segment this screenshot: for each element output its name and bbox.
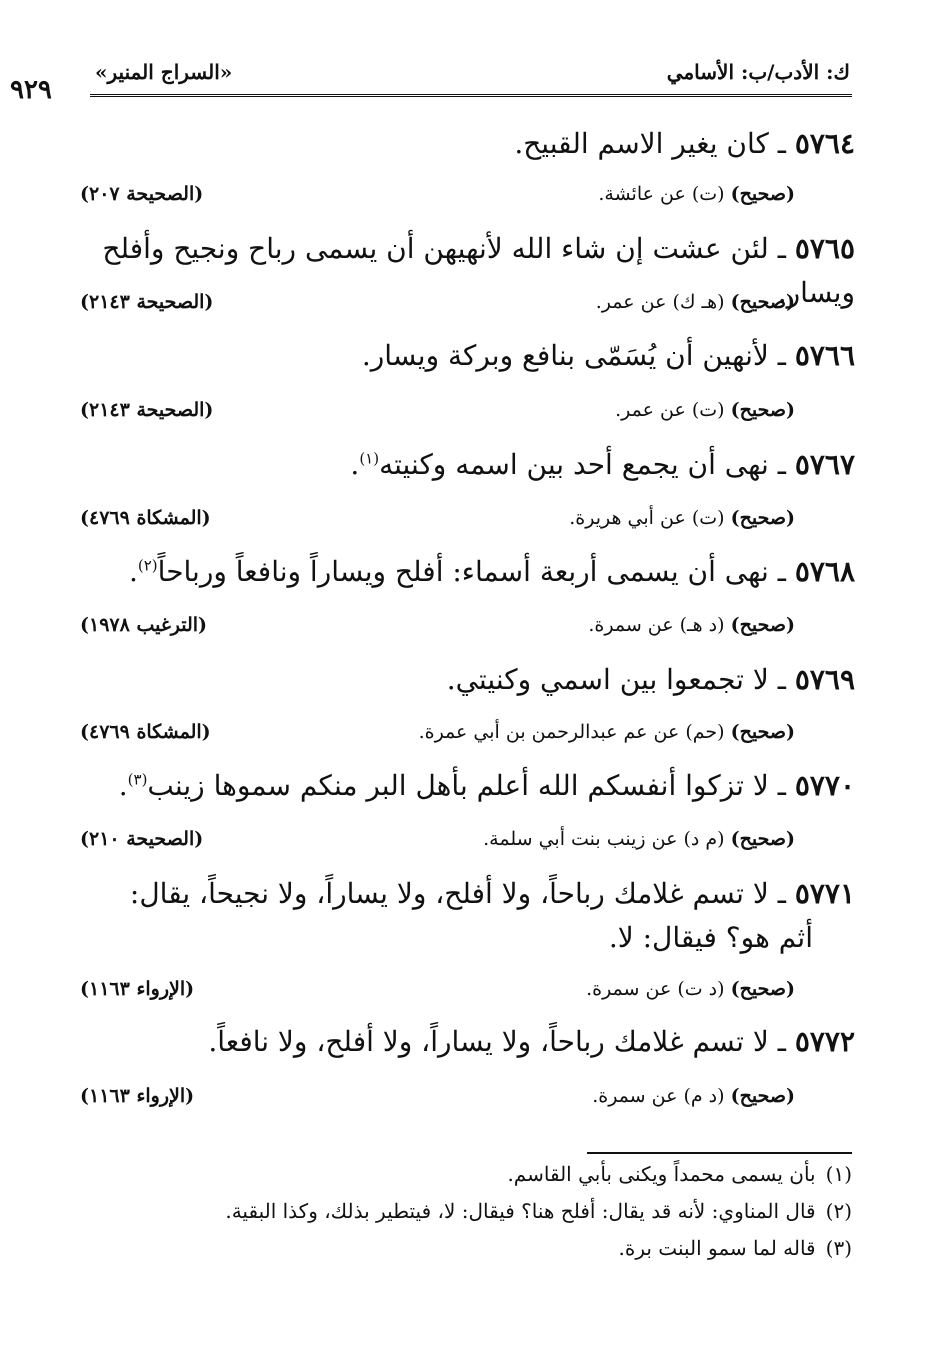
grade-label: (صحيح) — [730, 183, 795, 205]
hadith-source: (د م) عن سمرة. — [592, 1085, 725, 1107]
grading-text — [569, 507, 795, 529]
grade-label: (صحيح) — [730, 828, 795, 850]
hadith-text: ٥٧٦٤ ـ كان يغير الاسم القبيح. — [514, 127, 855, 160]
footnote-mark[interactable]: (١) — [359, 449, 380, 468]
hadith-line-2: أثم هو؟ فيقال: لا. — [608, 921, 813, 954]
reference: (الإرواء ١١٦٣) — [80, 1085, 195, 1107]
grading-row — [80, 721, 795, 751]
hadith-source: (حم) عن عم عبدالرحمن بن أبي عمرة. — [418, 721, 725, 743]
footnote-text: بأن يسمى محمداً ويكنى بأبي القاسم. — [507, 1162, 816, 1186]
footnote-mark[interactable]: (٢) — [137, 556, 158, 575]
reference: (الصحيحة ٢٠٧) — [80, 183, 204, 205]
hadith-number: ٥٧٦٦ — [794, 339, 855, 372]
hadith-number: ٥٧٧٢ — [794, 1025, 855, 1058]
grading-row — [80, 507, 795, 537]
grade-label: (صحيح) — [730, 614, 795, 636]
hadith-source: (د هـ) عن سمرة. — [588, 614, 725, 636]
footnote-number: (١) — [825, 1162, 852, 1186]
hadith-line: كان يغير الاسم القبيح. — [514, 127, 769, 160]
grading-text — [483, 828, 795, 850]
hadith-text: ٥٧٦٧ ـ نهى أن يجمع أحد بين اسمه وكنيته$^{(١)}$. — [350, 448, 855, 481]
hadith-source: (م د) عن زينب بنت أبي سلمة. — [483, 828, 725, 850]
chapter-heading: ك: الأدب/ب: الأسامي — [666, 60, 850, 84]
page-number: ٩٢٩ — [10, 75, 52, 105]
hadith-text: ٥٧٦٦ ـ لأنهين أن يُسَمّى بنافع وبركة ويسار. — [361, 339, 855, 372]
grade-label: (صحيح) — [730, 721, 795, 743]
hadith-line-1: ٥٧٧١ ـ لا تسم غلامك رباحاً، ولا أفلح، ولا يساراً، ولا نجيحاً، يقال: — [129, 877, 855, 910]
footnote — [80, 1236, 852, 1260]
grading-row — [80, 1085, 795, 1115]
hadith-line: لا تسم غلامك رباحاً، ولا يساراً، ولا أفلح، ولا نافعاً. — [208, 1025, 769, 1058]
grading-text — [588, 614, 795, 636]
reference: (الإرواء ١١٦٣) — [80, 978, 195, 1000]
grading-text — [592, 1085, 795, 1107]
hadith-number: ٥٧٦٩ — [794, 663, 855, 696]
reference: (المشكاة ٤٧٦٩) — [80, 507, 211, 529]
book-title: «السراج المنير» — [95, 60, 233, 84]
hadith-text: ٥٧٧٠ ـ لا تزكوا أنفسكم الله أعلم بأهل البر منكم سموها زينب$^{(٣)}$. — [118, 769, 855, 802]
grading-row — [80, 291, 795, 321]
hadith-number: ٥٧٧١ — [794, 877, 855, 910]
footnote — [80, 1162, 852, 1186]
grade-label: (صحيح) — [730, 978, 795, 1000]
grading-text — [596, 291, 795, 313]
grade-label: (صحيح) — [730, 1085, 795, 1107]
hadith-text: ٥٧٦٥ ـ لئن عشت إن شاء الله لأنهيهن أن يسمى رباح ونجيح وأفلح ويسار. — [102, 232, 855, 309]
reference: (الصحيحة ٢١٤٣) — [80, 291, 214, 313]
grade-label: (صحيح) — [730, 291, 795, 313]
reference: (الترغيب ١٩٧٨) — [80, 614, 208, 636]
footnote-mark[interactable]: (٣) — [127, 770, 148, 789]
grading-text — [615, 399, 795, 421]
reference: (الصحيحة ٢١٠) — [80, 828, 204, 850]
hadith-line: نهى أن يجمع أحد بين اسمه وكنيته — [379, 448, 769, 481]
hadith-text: ٥٧٧٢ ـ لا تسم غلامك رباحاً، ولا يساراً، ولا أفلح، ولا نافعاً. — [208, 1025, 855, 1058]
grade-label: (صحيح) — [730, 399, 795, 421]
hadith-number: ٥٧٦٤ — [794, 127, 855, 160]
reference: (المشكاة ٤٧٦٩) — [80, 721, 211, 743]
hadith-source: (ت) عن أبي هريرة. — [569, 507, 725, 529]
reference: (الصحيحة ٢١٤٣) — [80, 399, 214, 421]
hadith-line: لا تزكوا أنفسكم الله أعلم بأهل البر منكم سموها زينب — [147, 769, 769, 802]
footnote-text: قاله لما سمو البنت برة. — [618, 1236, 816, 1260]
grading-row — [80, 828, 795, 858]
hadith-text — [80, 872, 855, 960]
footnote-number: (٢) — [825, 1199, 852, 1223]
hadith-number: ٥٧٦٧ — [794, 448, 855, 481]
grading-text — [598, 183, 795, 205]
footnote-rule — [587, 1152, 852, 1154]
grading-text — [586, 978, 795, 1000]
hadith-text: ٥٧٦٩ ـ لا تجمعوا بين اسمي وكنيتي. — [446, 663, 855, 696]
hadith-line: لا تسم غلامك رباحاً، ولا أفلح، ولا يساراً، ولا نجيحاً، يقال: — [129, 877, 769, 910]
hadith-number: ٥٧٦٥ — [794, 232, 855, 265]
hadith-line: لا تجمعوا بين اسمي وكنيتي. — [446, 663, 769, 696]
grade-label: (صحيح) — [730, 507, 795, 529]
hadith-text: ٥٧٦٨ ـ نهى أن يسمى أربعة أسماء: أفلح ويساراً ونافعاً ورباحاً$^{(٢)}$. — [128, 555, 855, 588]
hadith-line: نهى أن يسمى أربعة أسماء: أفلح ويساراً ونافعاً ورباحاً — [157, 555, 769, 588]
hadith-source: (د ت) عن سمرة. — [586, 978, 725, 1000]
hadith-line: لئن عشت إن شاء الله لأنهيهن أن يسمى رباح ونجيح وأفلح ويسار. — [102, 232, 855, 309]
grading-row — [80, 614, 795, 644]
footnote-number: (٣) — [825, 1236, 852, 1260]
hadith-source: (ت) عن عائشة. — [598, 183, 725, 205]
footnote — [80, 1199, 852, 1223]
grading-row — [80, 183, 795, 213]
hadith-number: ٥٧٧٠ — [794, 769, 855, 802]
header-rule — [90, 94, 852, 99]
hadith-source: (هـ ك) عن عمر. — [595, 291, 725, 313]
hadith-number: ٥٧٦٨ — [794, 555, 855, 588]
grading-row — [80, 399, 795, 429]
grading-text — [419, 721, 795, 743]
hadith-source: (ت) عن عمر. — [615, 399, 725, 421]
footnote-text: قال المناوي: لأنه قد يقال: أفلح هنا؟ فيقال: لا، فيتطير بذلك، وكذا البقية. — [225, 1199, 816, 1223]
hadith-line: لأنهين أن يُسَمّى بنافع وبركة ويسار. — [361, 339, 769, 372]
grading-row — [80, 978, 795, 1008]
